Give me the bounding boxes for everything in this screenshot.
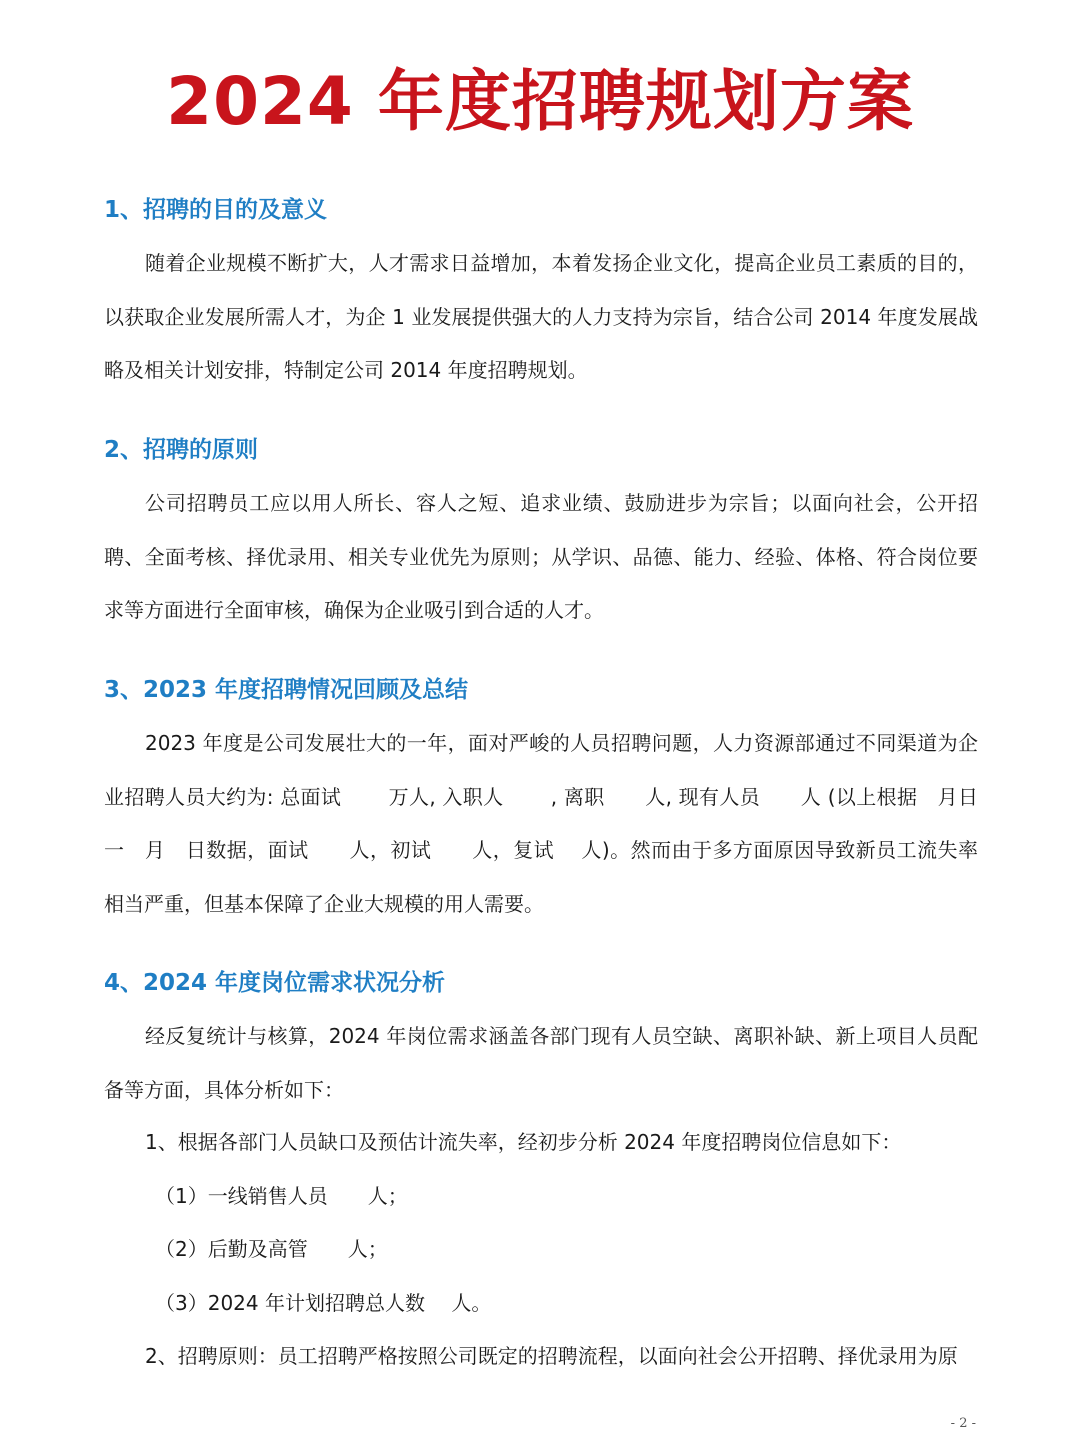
- page-number: - 2 -: [950, 1416, 976, 1431]
- document-title: 2024 年度招聘规划方案: [166, 63, 914, 140]
- section-paragraph-review-2023: 2023 年度是公司发展壮大的一年，面对严峻的人员招聘问题，人力资源部通过不同渠道为企业招聘人员大约为: 总面试 万人, 入职人 , 离职 人, 现有人员 人 (以上根据 月日一 月 日数据，面试 人，初试 人，复试 人)。然而由于多方面原因导致新员工流失率相当严重，但基本保障了企业大规模的用人需要。: [104, 731, 978, 916]
- list-item: （2）后勤及高管 人；: [155, 1237, 388, 1261]
- section-heading-demand-2024: 4、2024 年度岗位需求状况分析: [104, 970, 446, 996]
- section-paragraph-principles: 公司招聘员工应以用人所长、容人之短、追求业绩、鼓励进步为宗旨；以面向社会，公开招聘、全面考核、择优录用、相关专业优先为原则；从学识、品德、能力、经验、体格、符合岗位要求等方面进行全面审核，确保为企业吸引到合适的人才。: [104, 491, 978, 622]
- section-heading-review-2023: 3、2023 年度招聘情况回顾及总结: [104, 677, 469, 703]
- section-paragraph-purpose: 随着企业规模不断扩大，人才需求日益增加，本着发扬企业文化，提高企业员工素质的目的，以获取企业发展所需人才，为企 1 业发展提供强大的人力支持为宗旨，结合公司 2014 年度发展战略及相关计划安排，特制定公司 2014 年度招聘规划。: [104, 251, 978, 382]
- list-item: 2、招聘原则：员工招聘严格按照公司既定的招聘流程，以面向社会公开招聘、择优录用为原: [145, 1344, 958, 1368]
- section-paragraph-demand-2024: 经反复统计与核算，2024 年岗位需求涵盖各部门现有人员空缺、离职补缺、新上项目人员配备等方面，具体分析如下：: [104, 1024, 978, 1102]
- list-item: （3）2024 年计划招聘总人数 人。: [155, 1291, 492, 1315]
- list-item: （1）一线销售人员 人；: [155, 1184, 408, 1208]
- section-heading-purpose: 1、招聘的目的及意义: [104, 197, 328, 223]
- list-item: 1、根据各部门人员缺口及预估计流失率，经初步分析 2024 年度招聘岗位信息如下：: [145, 1130, 902, 1154]
- section-heading-principles: 2、招聘的原则: [104, 437, 259, 463]
